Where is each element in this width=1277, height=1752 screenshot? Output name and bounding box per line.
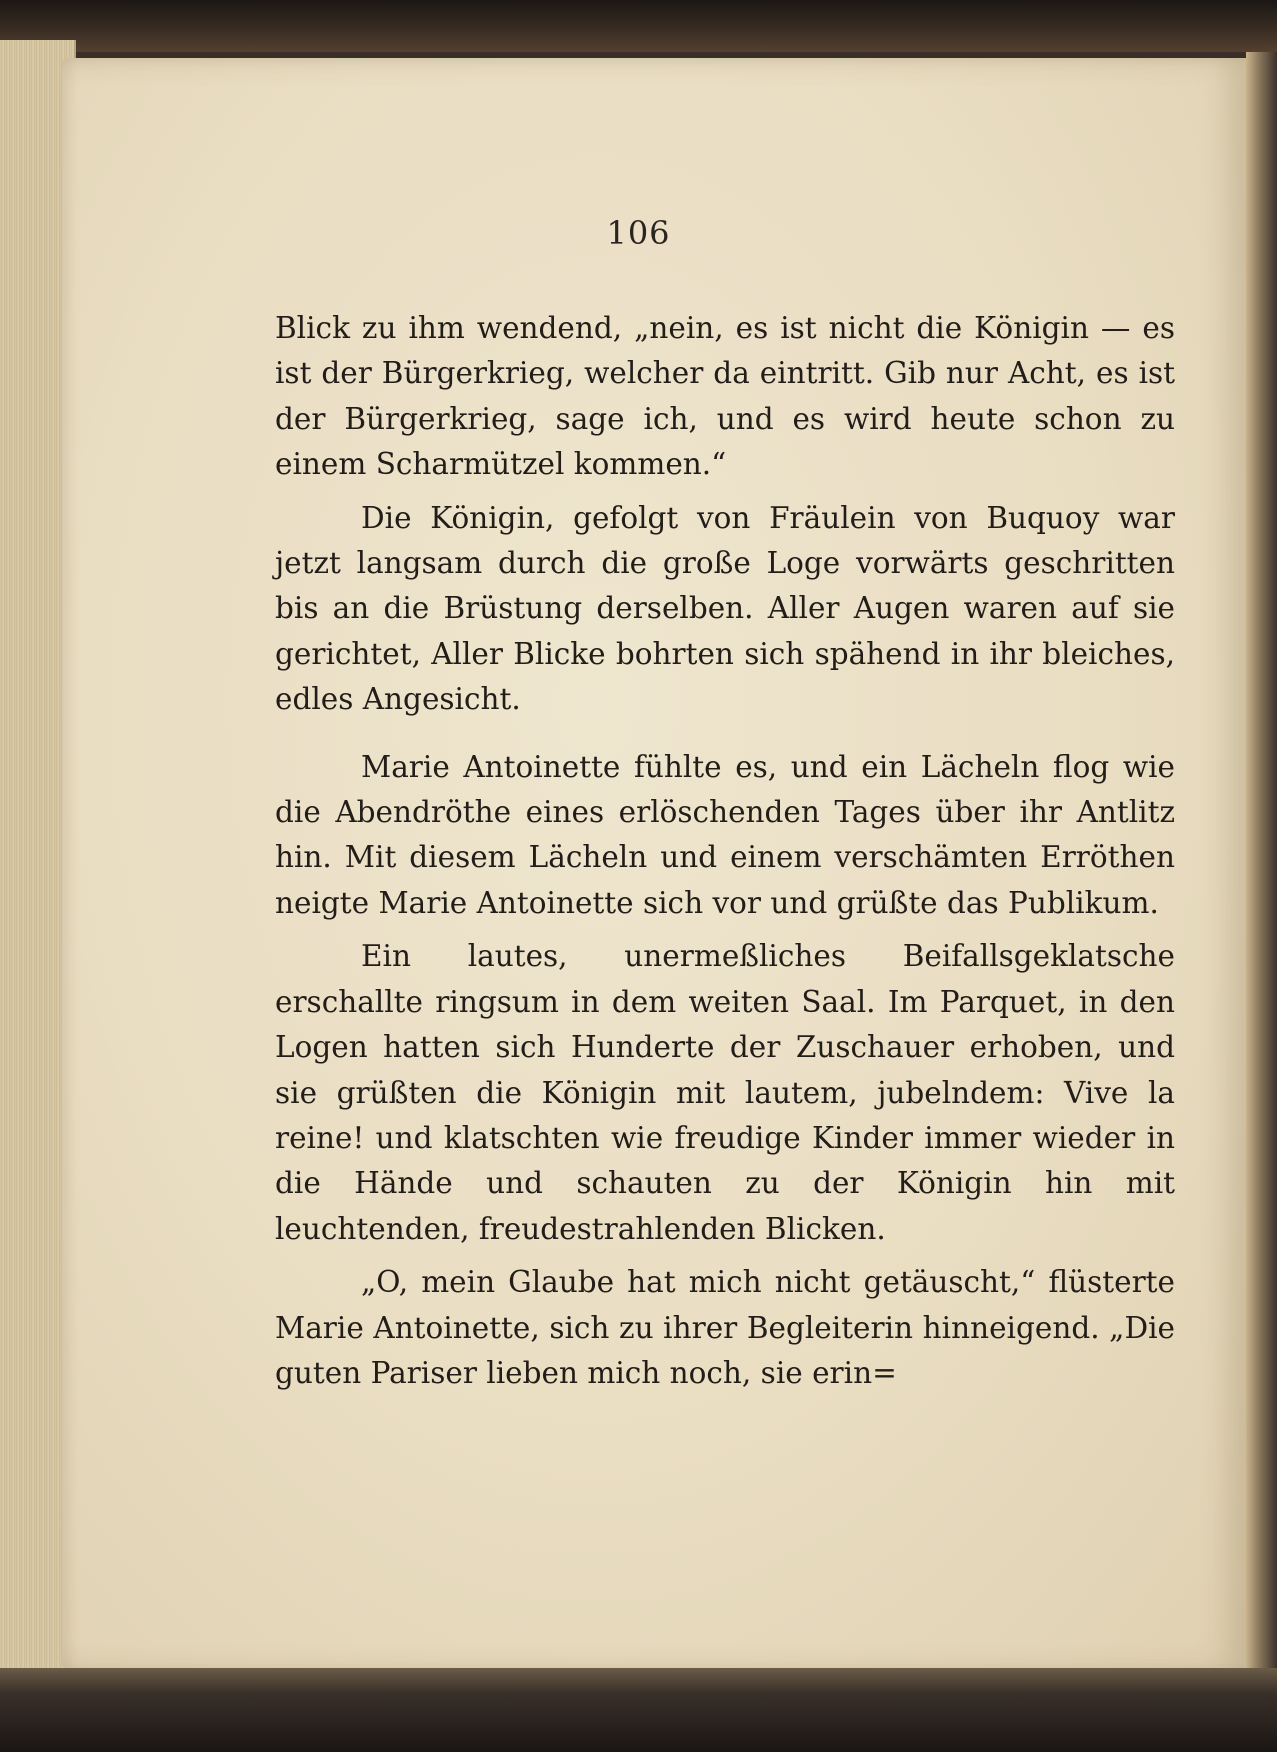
book-bottom-edge [0, 1668, 1277, 1752]
paragraph-3: Marie Antoinette fühlte es, und ein Lächeln flog wie die Abendröthe eines erlöschenden Tages über ihr Antlitz hin. Mit diesem Lächeln und einem verschämten Erröthen neigte Marie Antoinette sich vor und grüßte das Publikum. [275, 749, 1175, 920]
page-number: 106 [606, 214, 671, 252]
book-gutter-shadow [1246, 52, 1277, 1672]
paragraph-5: „O, mein Glaube hat mich nicht getäuscht,“ flüsterte Marie Antoinette, sich zu ihrer Begleiterin hinneigend. „Die guten Pariser lieben mich noch, sie erin= [275, 1265, 1175, 1390]
paragraph-2: Die Königin, gefolgt von Fräulein von Buquoy war jetzt langsam durch die große Loge vorwärts geschritten bis an die Brüstung derselben. Aller Augen waren auf sie gerichtet, Aller Blicke bohrten sich spähend in ihr bleiches, edles Angesicht. [275, 500, 1175, 717]
paragraph-4: Ein lautes, unermeßliches Beifallsgeklatsche erschallte ringsum in dem weiten Saal. Im Parquet, in den Logen hatten sich Hunderte der Zuschauer erhoben, und sie grüßten die Königin mit lautem, jubelndem: Vive la reine! und klatschten wie freudige Kinder immer wieder in die Hände und schauten zu der Königin hin mit leuchtenden, freudestrahlenden Blicken. [275, 939, 1175, 1246]
paragraph-1: Blick zu ihm wendend, „nein, es ist nicht die Königin — es ist der Bürgerkrieg, welcher da eintritt. Gib nur Acht, es ist der Bürgerkrieg, sage ich, und es wird heute schon zu einem Scharmützel kommen.“ [275, 311, 1175, 482]
book-top-edge [0, 0, 1277, 52]
page-text [275, 306, 1175, 1396]
